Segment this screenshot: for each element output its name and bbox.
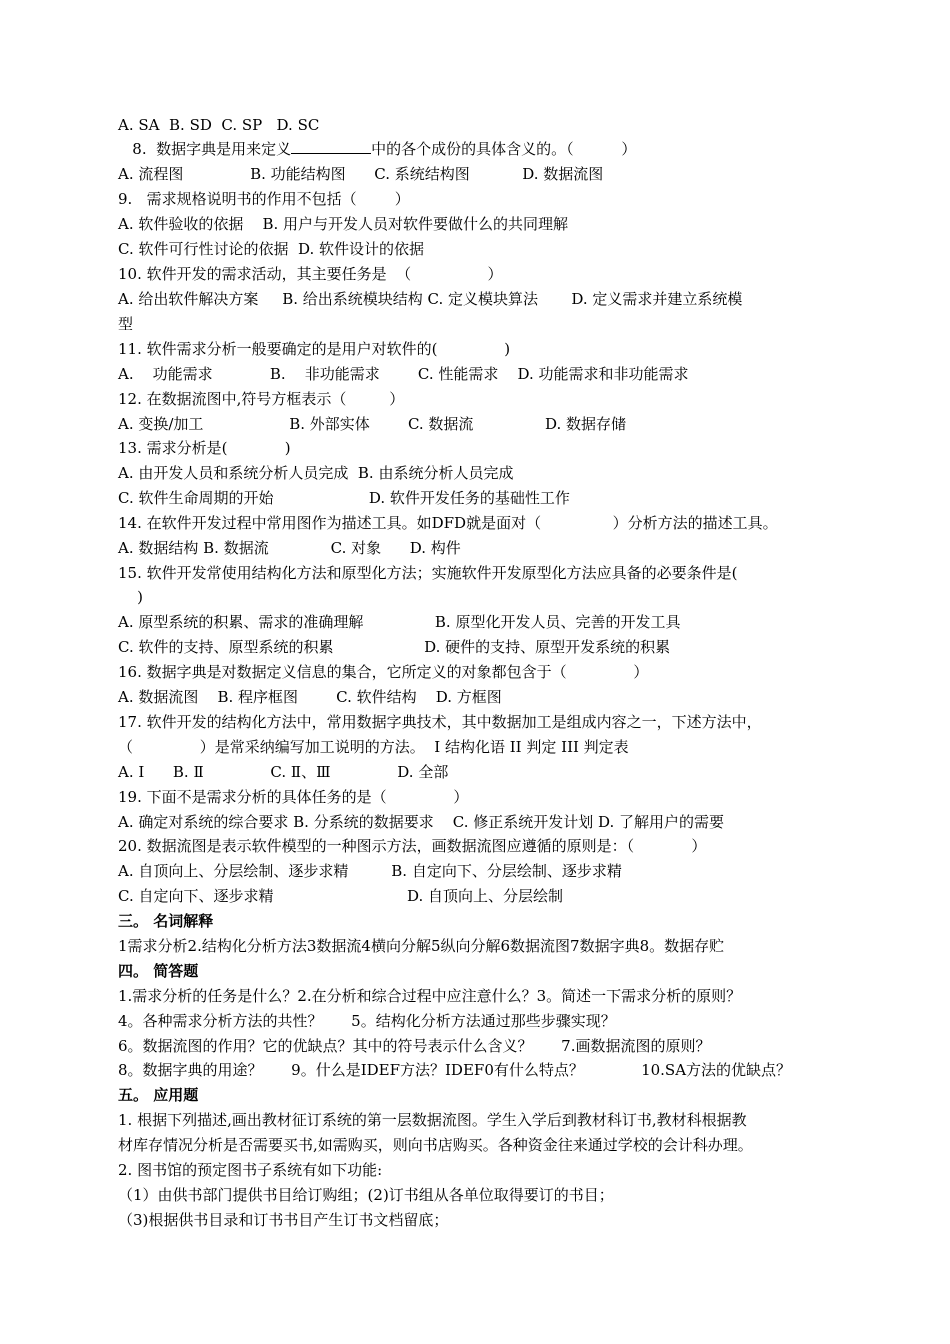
question-8-suffix: 中的各个成份的具体含义的。（ ） xyxy=(371,140,637,158)
text-line: （3)根据供书目录和订书书目产生订书文档留底； xyxy=(118,1211,449,1229)
text-line: 4。各种需求分析方法的共性？ 5。结构化分析方法通过那些步骤实现？ xyxy=(118,1012,616,1030)
text-line: 19. 下面不是需求分析的具体任务的是（ ） xyxy=(118,788,469,806)
text-line: A. 变换/加工 B. 外部实体 C. 数据流 D. 数据存储 xyxy=(118,415,626,433)
text-line: C. 软件生命周期的开始 D. 软件开发任务的基础性工作 xyxy=(118,489,570,507)
text-line: A. 自顶向上、分层绘制、逐步求精 B. 自定向下、分层绘制、逐步求精 xyxy=(118,862,622,880)
text-line: C. 软件的支持、原型系统的积累 D. 硬件的支持、原型开发系统的积累 xyxy=(118,638,671,656)
text-line: 2. 图书馆的预定图书子系统有如下功能: xyxy=(118,1161,383,1179)
text-line: A. 数据结构 B. 数据流 C. 对象 D. 构件 xyxy=(118,539,461,557)
text-line: 17. 软件开发的结构化方法中，常用数据字典技术，其中数据加工是组成内容之一，下述方法中， xyxy=(118,713,762,731)
text-line: 8。数据字典的用途？ 9。什么是IDEF方法？IDEF0有什么特点？ 10.SA方法的优缺点？ xyxy=(118,1061,792,1079)
text-line: ) xyxy=(118,588,143,606)
fill-blank xyxy=(291,139,371,154)
text-line: 11. 软件需求分析一般要确定的是用户对软件的( ) xyxy=(118,340,511,358)
question-8-line xyxy=(118,139,636,159)
text-line: A. 确定对系统的综合要求 B. 分系统的数据要求 C. 修正系统开发计划 D. 了解用户的需要 xyxy=(118,813,725,831)
text-line: 1. 根据下列描述,画出教材征订系统的第一层数据流图。学生入学后到教材科订书,教材科根据教 xyxy=(118,1111,747,1129)
text-line: A. 软件验收的依据 B. 用户与开发人员对软件要做什么的共同理解 xyxy=(118,215,569,233)
text-line: C. 软件可行性讨论的依据 D. 软件设计的依据 xyxy=(118,240,425,258)
text-line: 16. 数据字典是对数据定义信息的集合，它所定义的对象都包含于（ ） xyxy=(118,663,649,681)
section-heading: 三。 名词解释 xyxy=(118,912,214,930)
text-line: 13. 需求分析是( ) xyxy=(118,439,291,457)
question-8-prefix: 8. 数据字典是用来定义 xyxy=(118,140,292,158)
text-line: （ ）是常采纳编写加工说明的方法。 I 结构化语 II 判定 III 判定表 xyxy=(118,738,629,756)
text-line: A. Ⅰ B. Ⅱ C. Ⅱ、Ⅲ D. 全部 xyxy=(118,763,449,781)
text-line: 型 xyxy=(118,315,134,333)
text-line: A. 功能需求 B. 非功能需求 C. 性能需求 D. 功能需求和非功能需求 xyxy=(118,365,689,383)
text-line: A. 给出软件解决方案 B. 给出系统模块结构 C. 定义模块算法 D. 定义需求并建立系统模 xyxy=(118,290,743,308)
text-line: 14. 在软件开发过程中常用图作为描述工具。如DFD就是面对（ ）分析方法的描述工具。 xyxy=(118,514,778,532)
text-line: 9. 需求规格说明书的作用不包括（ ） xyxy=(118,190,410,208)
text-line: 1.需求分析的任务是什么？2.在分析和综合过程中应注意什么？3。简述一下需求分析的原则？ xyxy=(118,987,742,1005)
text-line: 1需求分析2.结构化分析方法3数据流4横向分解5纵向分解6数据流图7数据字典8。数据存贮 xyxy=(118,937,725,955)
text-line: C. 自定向下、逐步求精 D. 自顶向上、分层绘制 xyxy=(118,887,564,905)
text-line: A. SA B. SD C. SP D. SC xyxy=(118,116,320,134)
text-line: 材库存情况分析是否需要买书,如需购买，则向书店购买。各种资金往来通过学校的会计科办理。 xyxy=(118,1136,753,1154)
text-line: A. 由开发人员和系统分析人员完成 B. 由系统分析人员完成 xyxy=(118,464,514,482)
text-line: 12. 在数据流图中,符号方框表示（ ） xyxy=(118,390,405,408)
text-line: 10. 软件开发的需求活动，其主要任务是 （ ） xyxy=(118,265,503,283)
text-line: （1）由供书部门提供书目给订购组；(2)订书组从各单位取得要订的书目； xyxy=(118,1186,614,1204)
text-line: 20. 数据流图是表示软件模型的一种图示方法，画数据流图应遵循的原则是：（ ） xyxy=(118,837,707,855)
text-line: A. 数据流图 B. 程序框图 C. 软件结构 D. 方框图 xyxy=(118,688,502,706)
text-line: 6。数据流图的作用？它的优缺点？其中的符号表示什么含义？ 7.画数据流图的原则？ xyxy=(118,1037,711,1055)
section-heading: 四。 简答题 xyxy=(118,962,199,980)
text-line: A. 流程图 B. 功能结构图 C. 系统结构图 D. 数据流图 xyxy=(118,165,604,183)
text-line: A. 原型系统的积累、需求的准确理解 B. 原型化开发人员、完善的开发工具 xyxy=(118,613,681,631)
text-line: 15. 软件开发常使用结构化方法和原型化方法；实施软件开发原型化方法应具备的必要条件是( xyxy=(118,564,738,582)
section-heading: 五。 应用题 xyxy=(118,1086,199,1104)
